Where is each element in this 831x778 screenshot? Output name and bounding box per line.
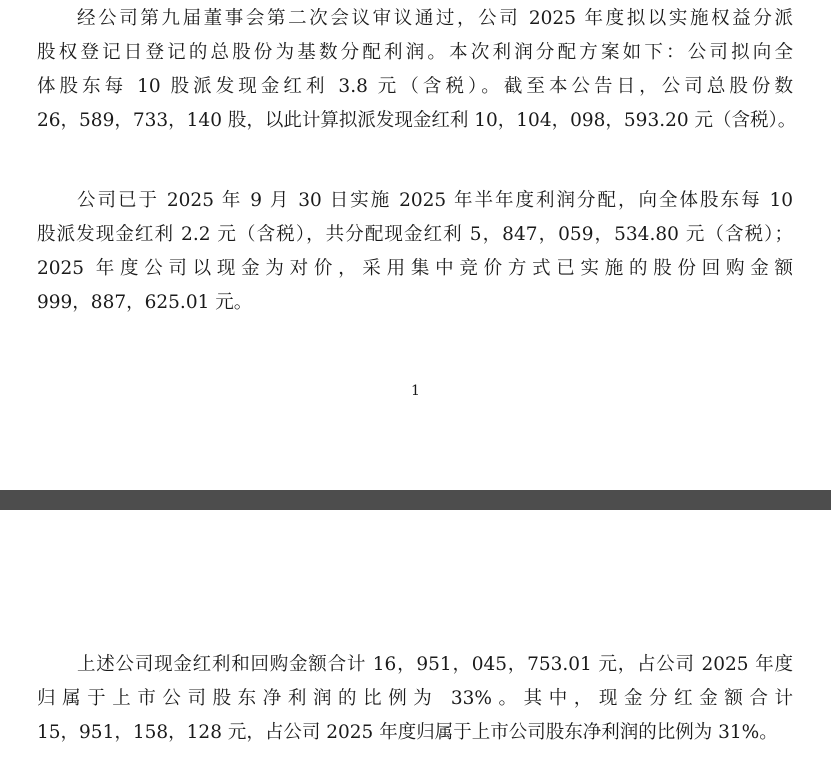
paragraph-line: 经公司第九届董事会第二次会议审议通过，公司 2025 年度拟以实施权益分派	[77, 8, 793, 29]
paragraph-total-payout-ratio	[37, 648, 793, 750]
paragraph-interim-distribution-and-buyback	[37, 184, 793, 320]
paragraph-profit-distribution-plan	[37, 2, 797, 138]
page-separator	[0, 490, 831, 510]
paragraph-line: 股权登记日登记的总股份为基数分配利润。本次利润分配方案如下：公司拟向全	[37, 42, 793, 63]
paragraph-line: 归属于上市公司股东净利润的比例为 33%。其中，现金分红金额合计	[37, 688, 793, 709]
page-number: 1	[411, 383, 420, 399]
document-page-2	[0, 510, 831, 778]
paragraph-line: 15，951，158，128 元，占公司 2025 年度归属于上市公司股东净利润的比例为 31%。	[37, 722, 778, 743]
paragraph-line: 999，887，625.01 元。	[37, 292, 253, 313]
paragraph-line: 体股东每 10 股派发现金红利 3.8 元（含税）。截至本公告日，公司总股份数	[37, 76, 793, 97]
paragraph-line: 26，589，733，140 股，以此计算拟派发现金红利 10，104，098，593.20 元（含税）。	[37, 110, 797, 131]
paragraph-line: 2025 年度公司以现金为对价，采用集中竞价方式已实施的股份回购金额	[37, 258, 793, 279]
paragraph-line: 公司已于 2025 年 9 月 30 日实施 2025 年半年度利润分配，向全体股东每 10	[77, 190, 793, 211]
paragraph-line: 上述公司现金红利和回购金额合计 16，951，045，753.01 元，占公司 2025 年度	[77, 654, 793, 675]
paragraph-line: 股派发现金红利 2.2 元（含税），共分配现金红利 5，847，059，534.80 元（含税）；	[37, 224, 793, 245]
